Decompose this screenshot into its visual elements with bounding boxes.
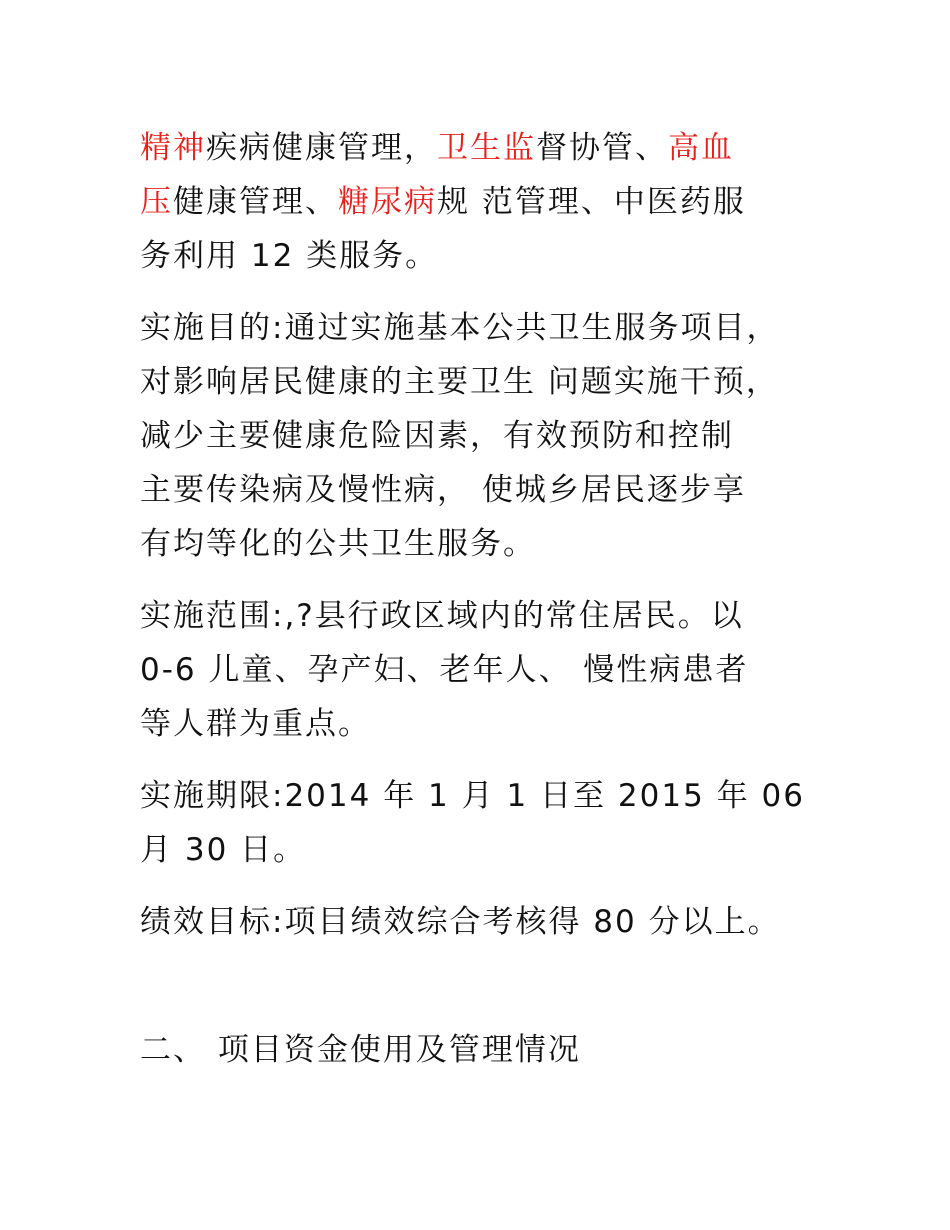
purpose-line-5: 有均等化的公共卫生服务。 (140, 526, 536, 562)
highlight-diabetes: 糖尿病 (338, 184, 437, 220)
scope-line-3: 等人群为重点。 (140, 706, 371, 742)
text-segment: 督协管、 (536, 130, 668, 166)
services-line-1 (140, 128, 734, 168)
services-line-2 (140, 182, 746, 222)
text-segment: 健康管理、 (173, 184, 338, 220)
highlight-mental-illness: 精神 (140, 130, 206, 166)
period-line-2: 月 30 日。 (140, 832, 307, 868)
highlight-health-supervision: 卫生监 (437, 130, 536, 166)
scope-line-1: 实施范围:,?县行政区域内的常住居民。以 (140, 598, 744, 634)
section-heading: 二、 项目资金使用及管理情况 (140, 1032, 581, 1068)
highlight-hypertension: 高血 (668, 130, 734, 166)
text-segment: 规 范管理、中医药服 (437, 184, 746, 220)
purpose-line-3: 减少主要健康危险因素，有效预防和控制 (140, 418, 734, 454)
highlight-hypertension-cont: 压 (140, 184, 173, 220)
scope-line-2: 0-6 儿童、孕产妇、老年人、 慢性病患者 (140, 652, 749, 688)
purpose-line-2: 对影响居民健康的主要卫生 问题实施干预， (140, 364, 779, 400)
services-line-3: 务利用 12 类服务。 (140, 238, 439, 274)
purpose-line-4: 主要传染病及慢性病， 使城乡居民逐步享 (140, 472, 746, 508)
target-line: 绩效目标:项目绩效综合考核得 80 分以上。 (140, 904, 781, 940)
text-segment: 疾病健康管理， (206, 130, 437, 166)
period-line-1: 实施期限:2014 年 1 月 1 日至 2015 年 06 (140, 778, 805, 814)
purpose-line-1: 实施目的:通过实施基本公共卫生服务项目， (140, 310, 780, 346)
